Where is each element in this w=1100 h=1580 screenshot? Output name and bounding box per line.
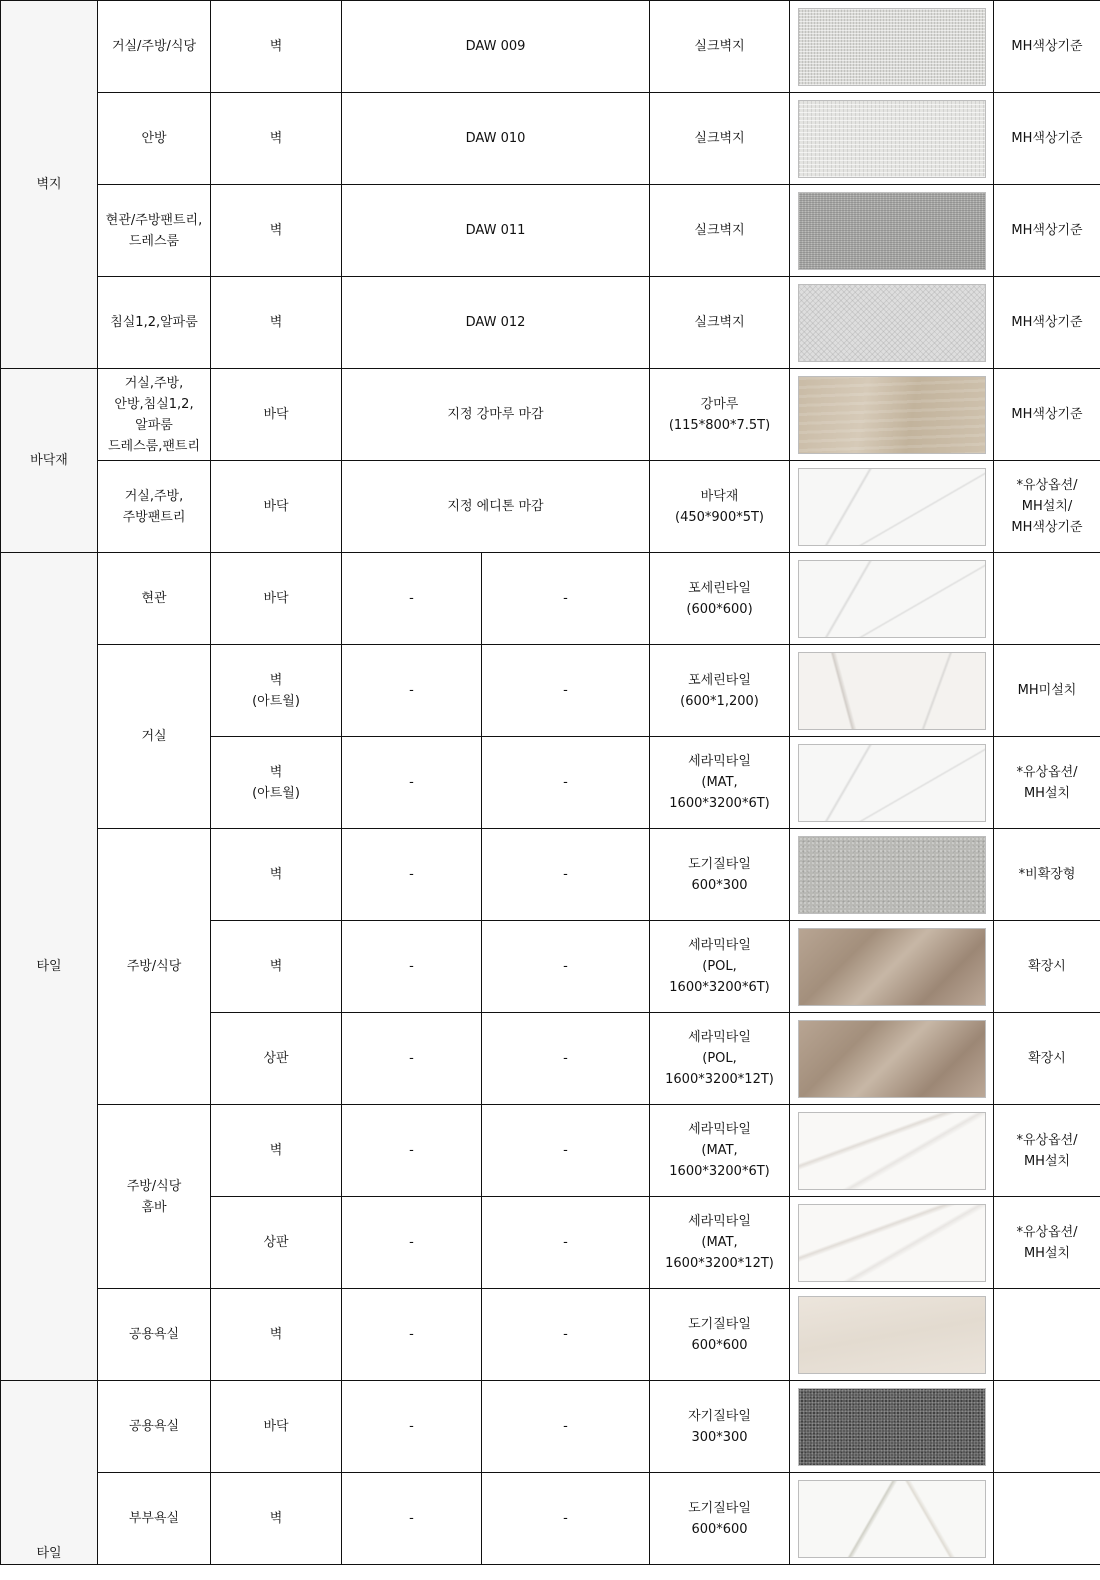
note-cell (994, 1381, 1100, 1473)
swatch-cell (790, 1, 994, 93)
taupe-marble-swatch-image (798, 1020, 986, 1098)
part-cell: 상판 (211, 1197, 342, 1289)
room-cell: 안방 (98, 93, 211, 185)
category-cell: 타일 (1, 553, 98, 1381)
table-row (1, 1105, 1100, 1197)
spec-a-cell: - (342, 1105, 482, 1197)
spec-a-cell: - (342, 1289, 482, 1381)
category-cell: 바닥재 (1, 369, 98, 553)
swatch-cell (790, 1381, 994, 1473)
room-cell: 거실 (98, 645, 211, 829)
part-cell: 바닥 (211, 369, 342, 461)
material-cell: 실크벽지 (650, 277, 790, 369)
wallpaper-swatch-image (798, 8, 986, 86)
part-cell: 벽 (211, 1, 342, 93)
room-cell: 현관/주방팬트리, 드레스룸 (98, 185, 211, 277)
note-cell: *유상옵션/ MH설치 (994, 1105, 1100, 1197)
room-cell: 거실,주방, 주방팬트리 (98, 461, 211, 553)
spec-b-cell: - (482, 645, 650, 737)
spec-cell: DAW 009 (342, 1, 650, 93)
spec-a-cell: - (342, 1197, 482, 1289)
marble-swatch-image (798, 468, 986, 546)
swatch-cell (790, 1105, 994, 1197)
note-cell: MH색상기준 (994, 277, 1100, 369)
spec-cell: DAW 012 (342, 277, 650, 369)
material-cell: 세라믹타일 (MAT, 1600*3200*12T) (650, 1197, 790, 1289)
swatch-cell (790, 1289, 994, 1381)
category-cell: 타일 (1, 1381, 98, 1565)
note-cell: MH색상기준 (994, 369, 1100, 461)
table-row (1, 553, 1100, 645)
spec-cell: 지정 강마루 마감 (342, 369, 650, 461)
part-cell: 벽 (아트월) (211, 737, 342, 829)
room-cell: 공용욕실 (98, 1381, 211, 1473)
part-cell: 벽 (211, 829, 342, 921)
category-cell: 벽지 (1, 1, 98, 369)
white-marble-swatch-image (798, 1204, 986, 1282)
spec-b-cell: - (482, 1105, 650, 1197)
spec-b-cell: - (482, 921, 650, 1013)
part-cell: 상판 (211, 1013, 342, 1105)
room-cell: 주방/식당 홈바 (98, 1105, 211, 1289)
spec-cell: 지정 에디톤 마감 (342, 461, 650, 553)
room-cell: 주방/식당 (98, 829, 211, 1105)
table-row (1, 829, 1100, 921)
spec-a-cell: - (342, 829, 482, 921)
spec-b-cell: - (482, 829, 650, 921)
table-row (1, 1473, 1100, 1565)
material-cell: 도기질타일 600*600 (650, 1473, 790, 1565)
spec-cell: DAW 010 (342, 93, 650, 185)
spec-b-cell: - (482, 1473, 650, 1565)
marble-swatch-image (798, 744, 986, 822)
sand-tile-swatch-image (798, 1296, 986, 1374)
swatch-cell (790, 369, 994, 461)
spec-a-cell: - (342, 737, 482, 829)
table-row (1, 1381, 1100, 1473)
swatch-cell (790, 185, 994, 277)
material-cell: 포세린타일 (600*600) (650, 553, 790, 645)
material-cell: 포세린타일 (600*1,200) (650, 645, 790, 737)
part-cell: 바닥 (211, 1381, 342, 1473)
calacatta-swatch-image (798, 1480, 986, 1558)
swatch-cell (790, 1197, 994, 1289)
swatch-cell (790, 737, 994, 829)
wallpaper-swatch-image (798, 284, 986, 362)
table-row (1, 277, 1100, 369)
spec-a-cell: - (342, 921, 482, 1013)
material-cell: 실크벽지 (650, 1, 790, 93)
spec-a-cell: - (342, 1473, 482, 1565)
material-cell: 강마루 (115*800*7.5T) (650, 369, 790, 461)
note-cell (994, 1289, 1100, 1381)
note-cell: MH색상기준 (994, 1, 1100, 93)
note-cell (994, 1473, 1100, 1565)
note-cell: *유상옵션/ MH설치 (994, 737, 1100, 829)
note-cell: MH미설치 (994, 645, 1100, 737)
material-cell: 세라믹타일 (MAT, 1600*3200*6T) (650, 737, 790, 829)
stone-swatch-image (798, 836, 986, 914)
spec-b-cell: - (482, 1289, 650, 1381)
swatch-cell (790, 461, 994, 553)
white-marble-swatch-image (798, 1112, 986, 1190)
table-row (1, 93, 1100, 185)
swatch-cell (790, 645, 994, 737)
note-cell: *유상옵션/ MH설치/ MH색상기준 (994, 461, 1100, 553)
marble-swatch-image (798, 652, 986, 730)
material-cell: 세라믹타일 (POL, 1600*3200*12T) (650, 1013, 790, 1105)
taupe-marble-swatch-image (798, 928, 986, 1006)
material-cell: 도기질타일 600*600 (650, 1289, 790, 1381)
swatch-cell (790, 829, 994, 921)
part-cell: 벽 (211, 921, 342, 1013)
note-cell: 확장시 (994, 921, 1100, 1013)
marble-swatch-image (798, 560, 986, 638)
material-cell: 실크벽지 (650, 93, 790, 185)
part-cell: 벽 (211, 1473, 342, 1565)
spec-b-cell: - (482, 737, 650, 829)
swatch-cell (790, 553, 994, 645)
spec-b-cell: - (482, 1381, 650, 1473)
room-cell: 침실1,2,알파룸 (98, 277, 211, 369)
swatch-cell (790, 921, 994, 1013)
material-cell: 세라믹타일 (POL, 1600*3200*6T) (650, 921, 790, 1013)
room-cell: 거실/주방/식당 (98, 1, 211, 93)
spec-cell: DAW 011 (342, 185, 650, 277)
spec-b-cell: - (482, 1197, 650, 1289)
note-cell: 확장시 (994, 1013, 1100, 1105)
spec-a-cell: - (342, 553, 482, 645)
note-cell: *비확장형 (994, 829, 1100, 921)
wallpaper-swatch-image (798, 192, 986, 270)
part-cell: 벽 (211, 1105, 342, 1197)
part-cell: 벽 (211, 1289, 342, 1381)
spec-b-cell: - (482, 1013, 650, 1105)
room-cell: 거실,주방, 안방,침실1,2, 알파룸 드레스룸,팬트리 (98, 369, 211, 461)
granite-swatch-image (798, 1388, 986, 1466)
note-cell: *유상옵션/ MH설치 (994, 1197, 1100, 1289)
spec-b-cell: - (482, 553, 650, 645)
swatch-cell (790, 1473, 994, 1565)
room-cell: 공용욕실 (98, 1289, 211, 1381)
table-row (1, 645, 1100, 737)
note-cell (994, 553, 1100, 645)
wood-floor-swatch-image (798, 376, 986, 454)
part-cell: 벽 (211, 277, 342, 369)
spec-a-cell: - (342, 1381, 482, 1473)
room-cell: 현관 (98, 553, 211, 645)
material-cell: 자기질타일 300*300 (650, 1381, 790, 1473)
note-cell: MH색상기준 (994, 93, 1100, 185)
part-cell: 바닥 (211, 553, 342, 645)
room-cell: 부부욕실 (98, 1473, 211, 1565)
table-row (1, 185, 1100, 277)
table-row (1, 461, 1100, 553)
table-row (1, 369, 1100, 461)
part-cell: 벽 (아트월) (211, 645, 342, 737)
swatch-cell (790, 93, 994, 185)
note-cell: MH색상기준 (994, 185, 1100, 277)
material-cell: 세라믹타일 (MAT, 1600*3200*6T) (650, 1105, 790, 1197)
swatch-cell (790, 277, 994, 369)
part-cell: 바닥 (211, 461, 342, 553)
wallpaper-swatch-image (798, 100, 986, 178)
material-cell: 도기질타일 600*300 (650, 829, 790, 921)
table-row (1, 1289, 1100, 1381)
table-row (1, 1, 1100, 93)
part-cell: 벽 (211, 93, 342, 185)
material-cell: 바닥재 (450*900*5T) (650, 461, 790, 553)
spec-a-cell: - (342, 1013, 482, 1105)
part-cell: 벽 (211, 185, 342, 277)
spec-a-cell: - (342, 645, 482, 737)
swatch-cell (790, 1013, 994, 1105)
material-cell: 실크벽지 (650, 185, 790, 277)
